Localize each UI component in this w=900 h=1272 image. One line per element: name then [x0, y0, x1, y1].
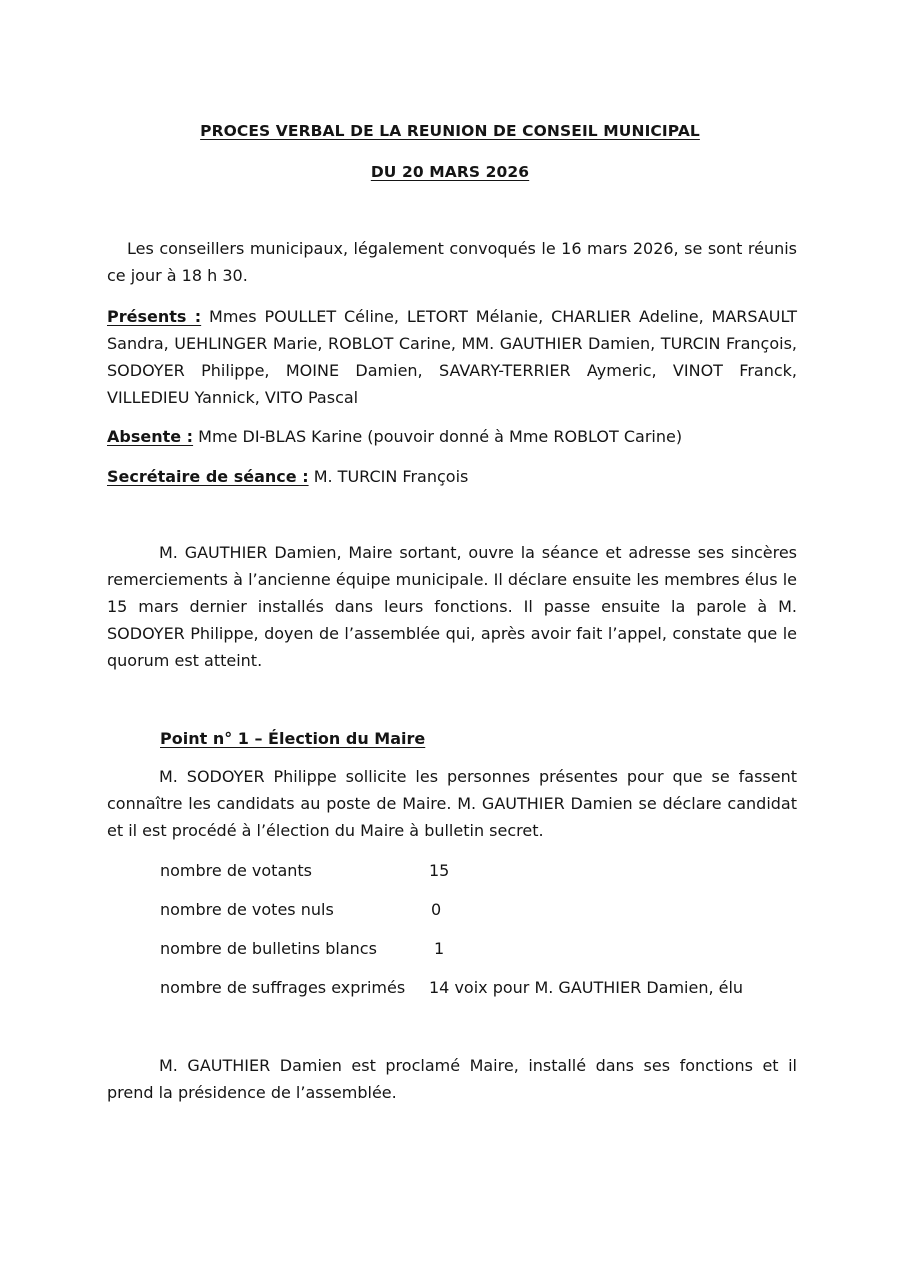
vote-label: nombre de suffrages exprimés — [160, 978, 406, 997]
vote-value: 15 — [429, 861, 450, 880]
intro-text: Les conseillers municipaux, légalement convoqués le 16 mars 2026, se sont réunis ce jour à 18 h 30. — [107, 239, 797, 285]
conclusion-text: M. GAUTHIER Damien est proclamé Maire, installé dans ses fonctions et il prend la présidence de l’assemblée. — [107, 1056, 797, 1102]
opening-text: M. GAUTHIER Damien, Maire sortant, ouvre la séance et adresse ses sincères remerciements à l’ancienne équipe municipale. Il déclare ensuite les membres élus le 15 mars dernier installés dans leurs fonctions. Il passe ensuite la parole à M. SODOYER Philippe, doyen de l’assemblée qui, après avoir fait l’appel, constate que le quorum est atteint. — [107, 543, 797, 670]
conclusion-paragraph — [107, 1052, 797, 1106]
presents-paragraph — [107, 303, 797, 411]
absente-text: Mme DI-BLAS Karine (pouvoir donné à Mme ROBLOT Carine) — [198, 427, 683, 446]
vote-label: nombre de bulletins blancs — [160, 939, 377, 958]
vote-row — [160, 897, 800, 923]
secretaire-text: M. TURCIN François — [313, 467, 469, 486]
vote-row — [160, 936, 800, 962]
absente-paragraph — [107, 423, 797, 450]
secretaire-label: Secrétaire de séance : — [107, 467, 309, 486]
secretaire-paragraph — [107, 463, 797, 490]
opening-paragraph — [107, 539, 797, 674]
point1-paragraph — [107, 763, 797, 844]
presents-list: Mmes POULLET Céline, LETORT Mélanie, CHARLIER Adeline, MARSAULT Sandra, UEHLINGER Marie, ROBLOT Carine, MM. GAUTHIER Damien, TURCIN François, SODOYER Philippe, MOINE Damien, SAVARY-TERRIER Aymeric, VINOT Franck, VILLEDIEU Yannick, VITO Pascal — [107, 307, 798, 407]
intro-paragraph — [107, 235, 797, 289]
vote-row — [160, 975, 800, 1001]
document-date-title: DU 20 MARS 2026 — [370, 163, 530, 181]
document-title: PROCES VERBAL DE LA REUNION DE CONSEIL MUNICIPAL — [200, 122, 700, 140]
point1-text: M. SODOYER Philippe sollicite les personnes présentes pour que se fassent connaître les candidats au poste de Maire. M. GAUTHIER Damien se déclare candidat et il est procédé à l’élection du Maire à bulletin secret. — [107, 767, 797, 840]
absente-label: Absente : — [107, 427, 194, 446]
vote-value: 14 voix pour M. GAUTHIER Damien, élu — [429, 978, 744, 997]
presents-label: Présents : — [107, 307, 202, 326]
vote-label: nombre de votants — [160, 861, 312, 880]
vote-value: 0 — [431, 900, 442, 919]
vote-value: 1 — [434, 939, 445, 958]
point1-heading: Point n° 1 – Élection du Maire — [160, 729, 426, 748]
vote-row — [160, 858, 800, 884]
vote-label: nombre de votes nuls — [160, 900, 334, 919]
